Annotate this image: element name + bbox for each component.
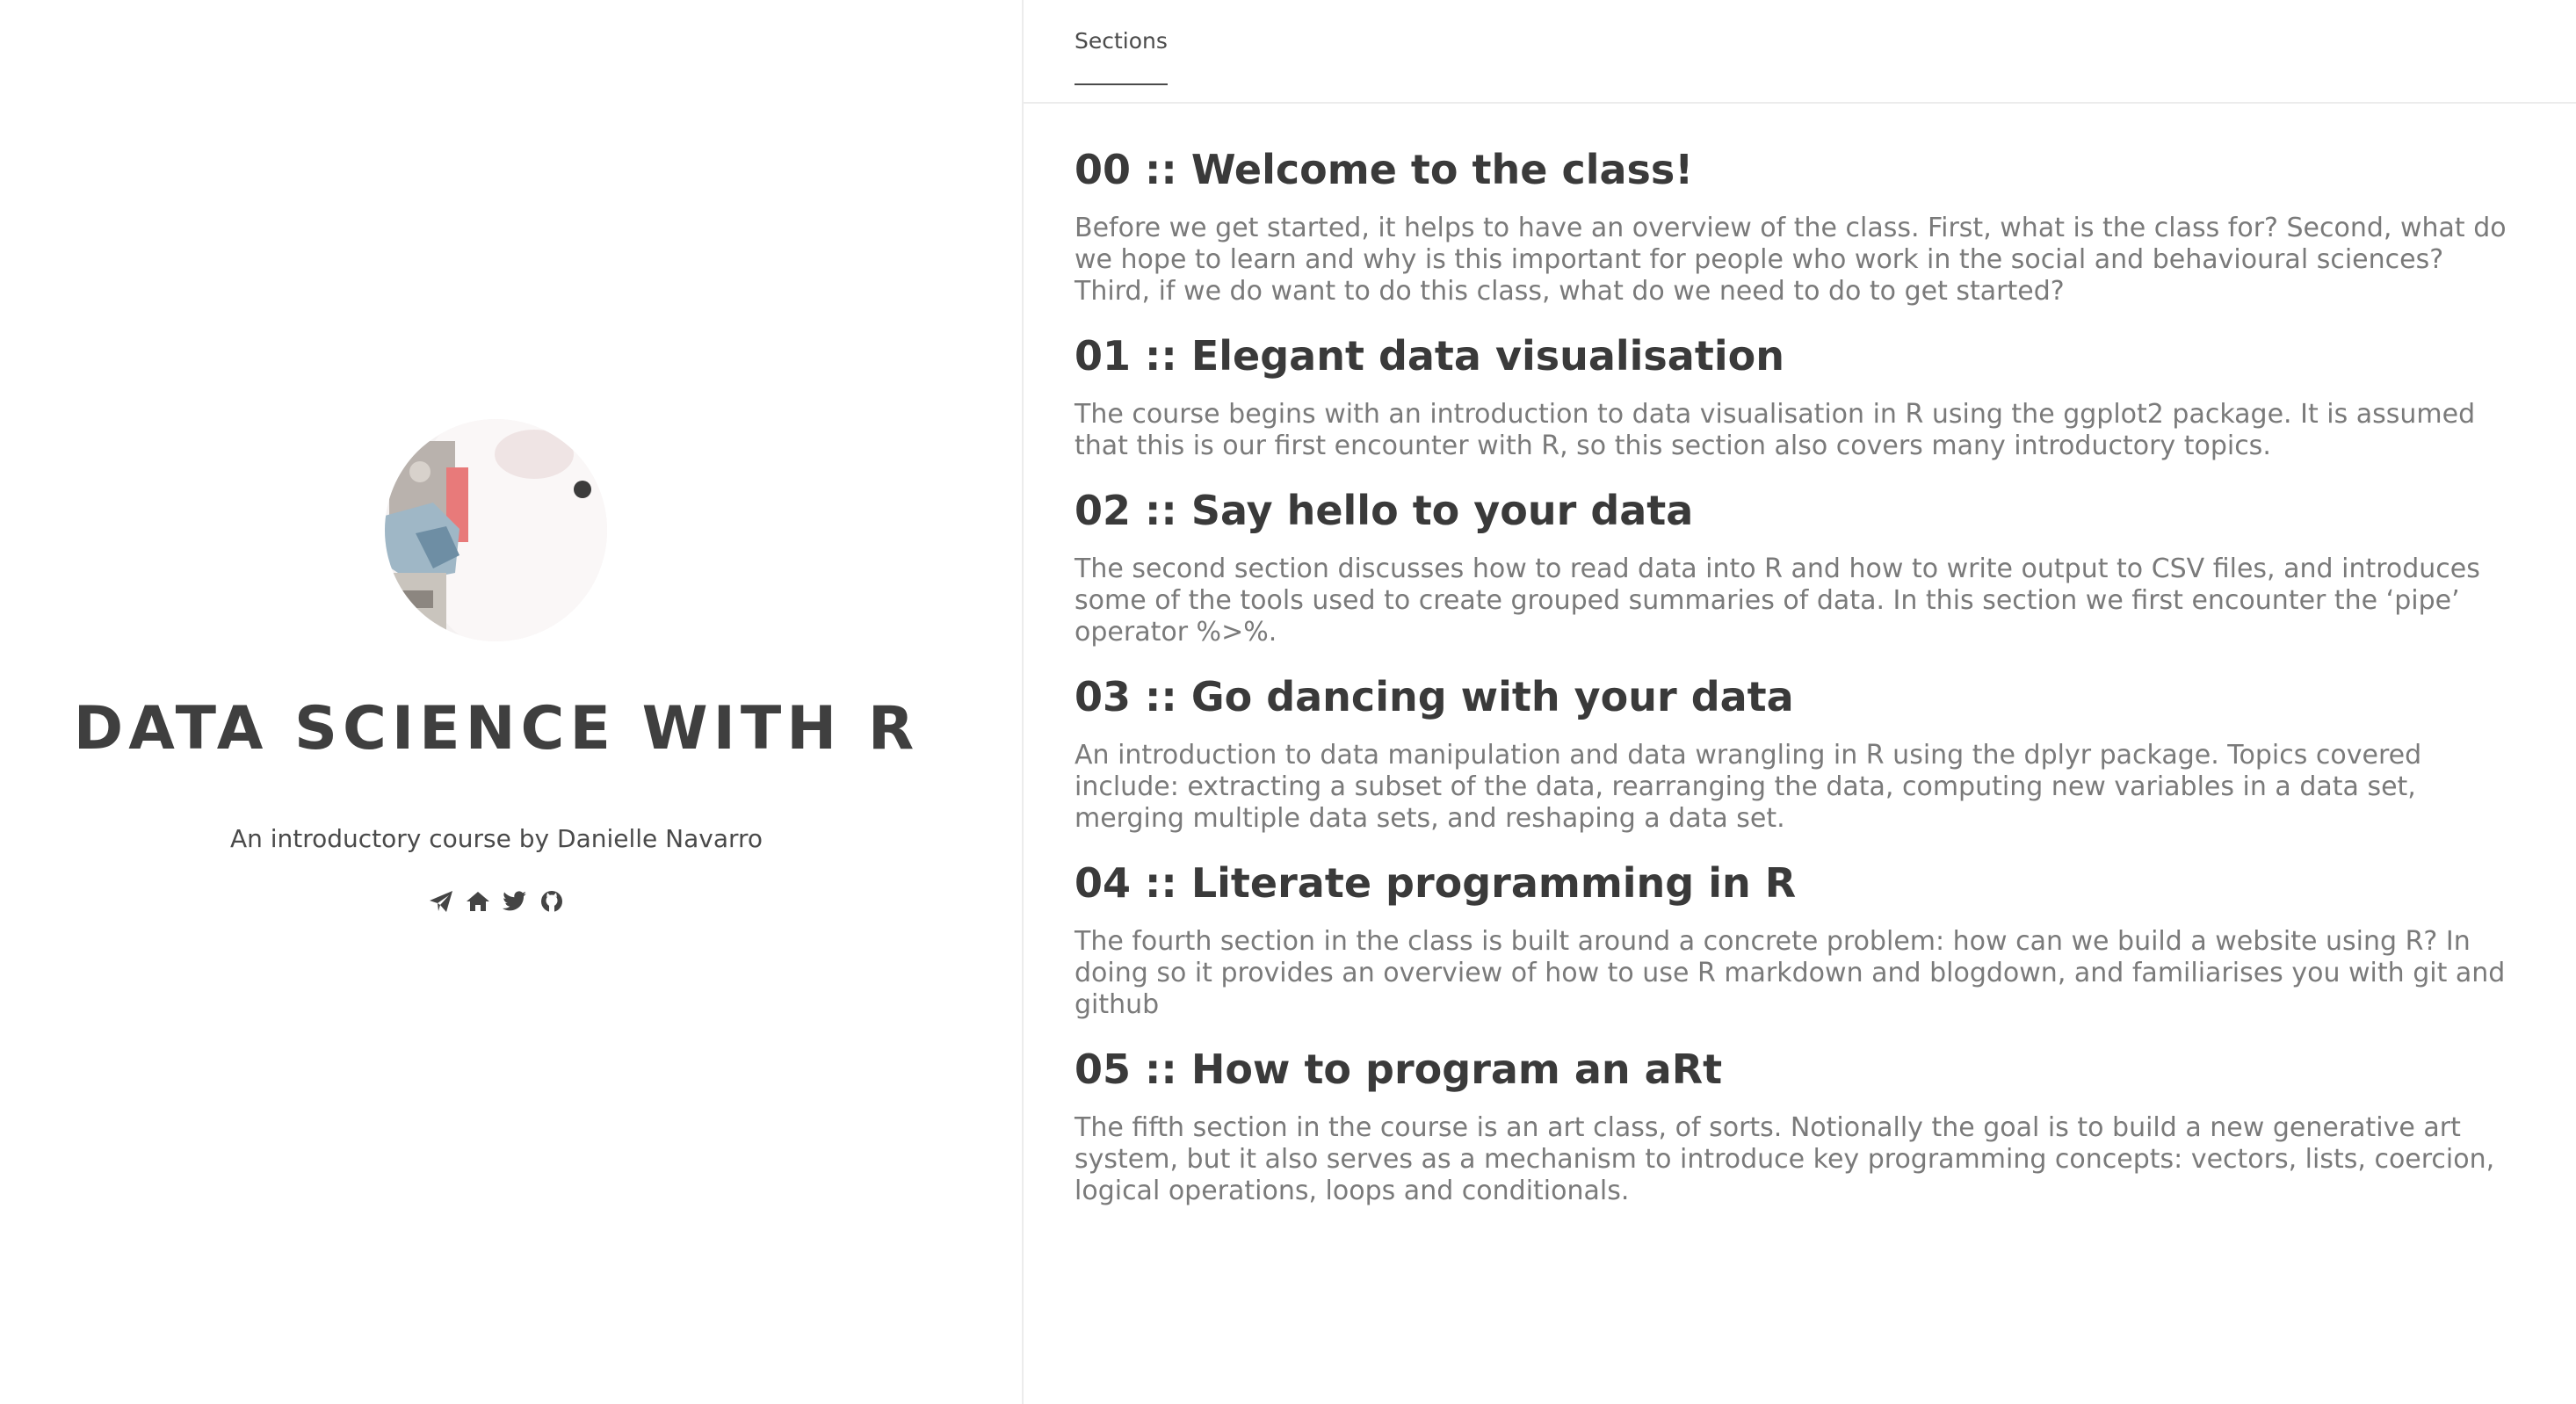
section-item [1075,139,2524,308]
section-summary: An introduction to data manipulation and data wrangling in R using the dplyr package. Topics covered include: extracting a subset of the data, rearranging the data, computing new variables in a data set, merging multiple data sets, and reshaping a data set. [1075,740,2422,834]
content-panel [1024,0,2576,1404]
avatar [385,419,607,641]
section-title[interactable]: 04 :: Literate programming in R [1075,859,1797,907]
section-title[interactable]: 03 :: Go dancing with your data [1075,673,1794,720]
section-list [1075,139,2524,1225]
section-summary: The second section discusses how to read data into R and how to write output to CSV files, and introduces some of the tools used to create grouped summaries of data. In this section we first encounter the ‘pipe’ operator %>%. [1075,554,2480,648]
section-title[interactable]: 05 :: How to program an aRt [1075,1046,1723,1093]
paper-plane-icon[interactable] [428,888,454,915]
github-icon[interactable] [539,888,565,915]
section-title[interactable]: 02 :: Say hello to your data [1075,487,1694,534]
tab-sections[interactable]: Sections [1075,28,1168,85]
social-links [0,888,993,915]
home-icon[interactable] [465,888,491,915]
site-title: DATA SCIENCE WITH R [73,694,920,764]
site-subtitle: An introductory course by Danielle Navarro [229,824,763,853]
section-summary: Before we get started, it helps to have an overview of the class. First, what is the class for? Second, what do we hope to learn and why is this important for people who work in the social and behavioural sciences? Third, if we do want to do this class, what do we need to do to get started? [1075,213,2507,307]
section-title[interactable]: 00 :: Welcome to the class! [1075,146,1694,193]
section-summary: The fourth section in the class is built around a concrete problem: how can we build a website using R? In doing so it provides an overview of how to use R markdown and blogdown, and familiarises you with git and github [1075,926,2506,1020]
avatar-image [385,419,607,641]
section-item [1075,480,2524,648]
section-item [1075,325,2524,462]
section-item [1075,666,2524,835]
section-summary: The course begins with an introduction to data visualisation in R using the ggplot2 package. It is assumed that this is our first encounter with R, so this section also covers many introductory topics. [1075,399,2476,461]
section-item [1075,1039,2524,1207]
section-summary: The fifth section in the course is an art class, of sorts. Notionally the goal is to build a new generative art system, but it also serves as a mechanism to introduce key programming concepts: vectors, lists, coercion, logical operations, loops and conditionals. [1075,1112,2495,1206]
profile-panel [0,0,1024,1404]
section-item [1075,852,2524,1021]
section-title[interactable]: 01 :: Elegant data visualisation [1075,332,1784,380]
twitter-icon[interactable] [502,888,528,915]
section-tabs [1024,0,2576,104]
